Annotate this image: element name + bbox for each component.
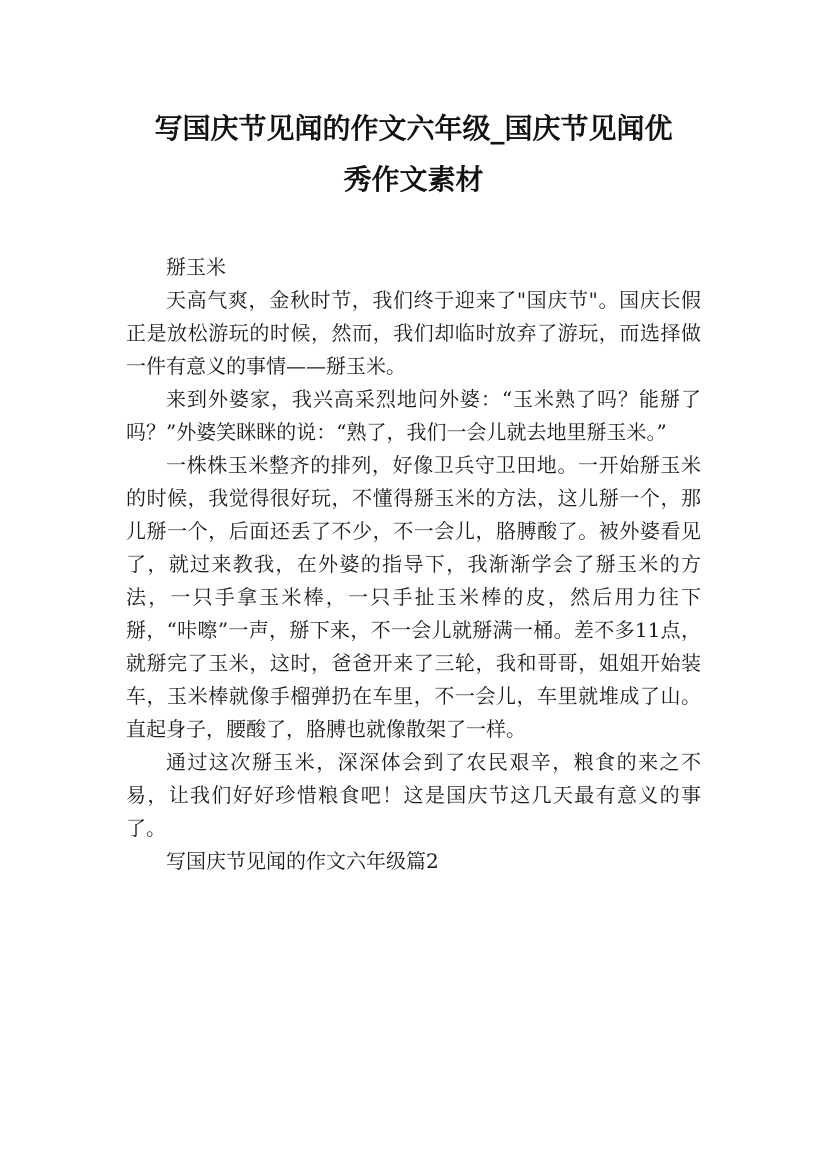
document-title — [126, 103, 701, 205]
section-heading: 写国庆节见闻的作文六年级篇2 — [166, 849, 439, 873]
paragraph: 一株株玉米整齐的排列，好像卫兵守卫田地。一开始掰玉米的时候，我觉得很好玩，不懂得掰玉米的方法，这儿掰一个，那儿掰一个，后面还丢了不少，不一会儿，胳膊酸了。被外婆看见了，就过来教我，在外婆的指导下，我渐渐学会了掰玉米的方法，一只手拿玉米棒，一只手扯玉米棒的皮，然后用力往下掰，“咔嚓”一声，掰下来，不一会儿就掰满一桶。差不多11点，就掰完了玉米，这时，爸爸开来了三轮，我和哥哥，姐姐开始装车，玉米棒就像手榴弹扔在车里，不一会儿，车里就堆成了山。直起身子，腰酸了，胳膊也就像散架了一样。 — [126, 453, 701, 741]
paragraph: 通过这次掰玉米，深深体会到了农民艰辛，粮食的来之不易，让我们好好珍惜粮食吧！这是国庆节这几天最有意义的事了。 — [126, 750, 701, 840]
title-line-2: 秀作文素材 — [343, 163, 484, 196]
title-line-1: 写国庆节见闻的作文六年级_国庆节见闻优 — [154, 112, 673, 145]
document-body — [126, 251, 701, 878]
paragraph: 天高气爽，金秋时节，我们终于迎来了"国庆节"。国庆长假正是放松游玩的时候，然而，我们却临时放弃了游玩，而选择做一件有意义的事情——掰玉米。 — [126, 288, 701, 378]
section-heading: 掰玉米 — [166, 255, 226, 279]
paragraph: 来到外婆家，我兴高采烈地问外婆：“玉米熟了吗？能掰了吗？”外婆笑眯眯的说：“熟了，我们一会儿就去地里掰玉米。” — [126, 387, 701, 444]
